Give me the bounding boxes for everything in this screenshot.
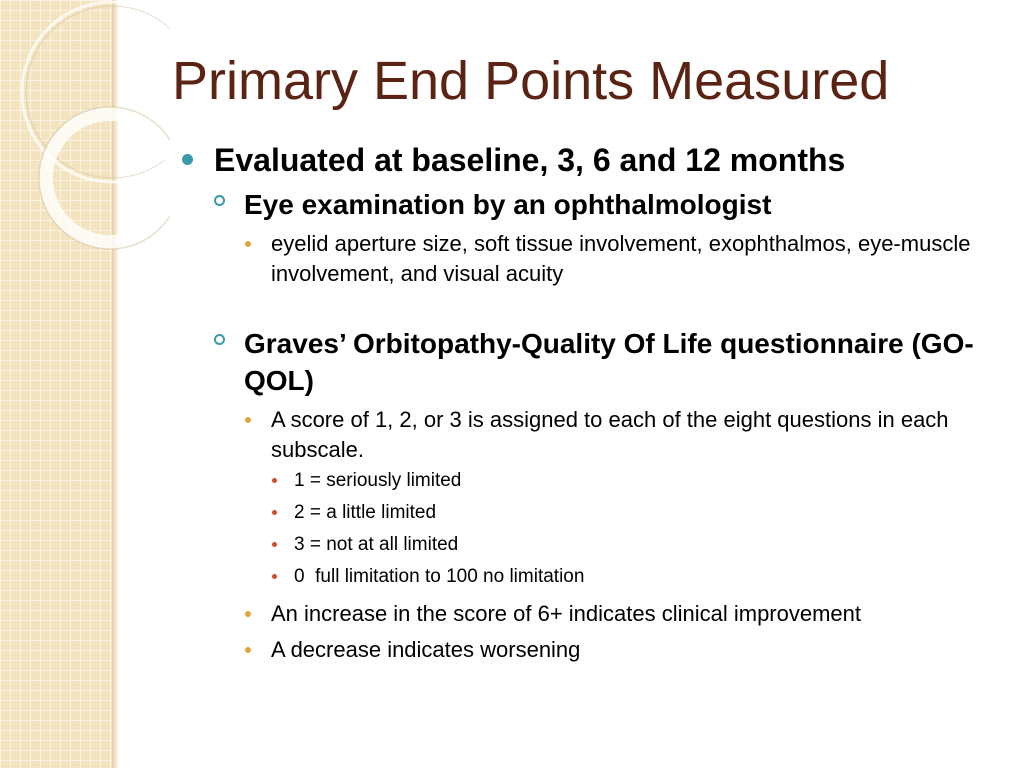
list-item-text: 1 = seriously limited bbox=[294, 470, 462, 491]
list-item bbox=[245, 635, 992, 665]
list-item-text: An increase in the score of 6+ indicates clinical improvement bbox=[271, 601, 862, 626]
bullet-ring-icon bbox=[214, 334, 225, 345]
bullet-dot-icon bbox=[182, 154, 193, 165]
bullet-dot-icon bbox=[245, 417, 251, 423]
list-item bbox=[214, 325, 992, 399]
list-item-text: Eye examination by an ophthalmologist bbox=[244, 189, 772, 220]
list-item-text: 0 full limitation to 100 no limitation bbox=[294, 566, 585, 587]
list-item bbox=[182, 140, 992, 180]
decorative-circles-icon bbox=[0, 0, 170, 260]
bullet-dot-icon bbox=[272, 574, 277, 579]
bullet-ring-icon bbox=[214, 195, 225, 206]
list-item bbox=[272, 465, 992, 497]
list-item bbox=[272, 497, 992, 529]
list-item-text: 3 = not at all limited bbox=[294, 534, 459, 555]
list-item-text: A score of 1, 2, or 3 is assigned to each of the eight questions in each subscale. bbox=[271, 407, 949, 462]
bullet-dot-icon bbox=[245, 241, 251, 247]
list-item bbox=[245, 229, 992, 289]
list-item-text: Graves’ Orbitopathy-Quality Of Life questionnaire (GO-QOL) bbox=[244, 328, 974, 396]
list-item bbox=[272, 561, 992, 593]
list-item bbox=[245, 599, 992, 629]
bullet-dot-icon bbox=[245, 647, 251, 653]
list-item bbox=[272, 529, 992, 561]
page-title: Primary End Points Measured bbox=[172, 51, 890, 111]
bullet-dot-icon bbox=[272, 478, 277, 483]
bullet-list bbox=[182, 140, 992, 665]
list-item bbox=[214, 186, 992, 223]
bullet-dot-icon bbox=[272, 510, 277, 515]
list-item-text: 2 = a little limited bbox=[294, 502, 437, 523]
list-item bbox=[245, 405, 992, 465]
bullet-dot-icon bbox=[245, 611, 251, 617]
list-item-text: eyelid aperture size, soft tissue involvement, exophthalmos, eye-muscle involvement, and visual acuity bbox=[271, 231, 971, 286]
list-item-text: A decrease indicates worsening bbox=[271, 637, 581, 662]
bullet-dot-icon bbox=[272, 542, 277, 547]
list-item-text: Evaluated at baseline, 3, 6 and 12 months bbox=[214, 142, 846, 178]
